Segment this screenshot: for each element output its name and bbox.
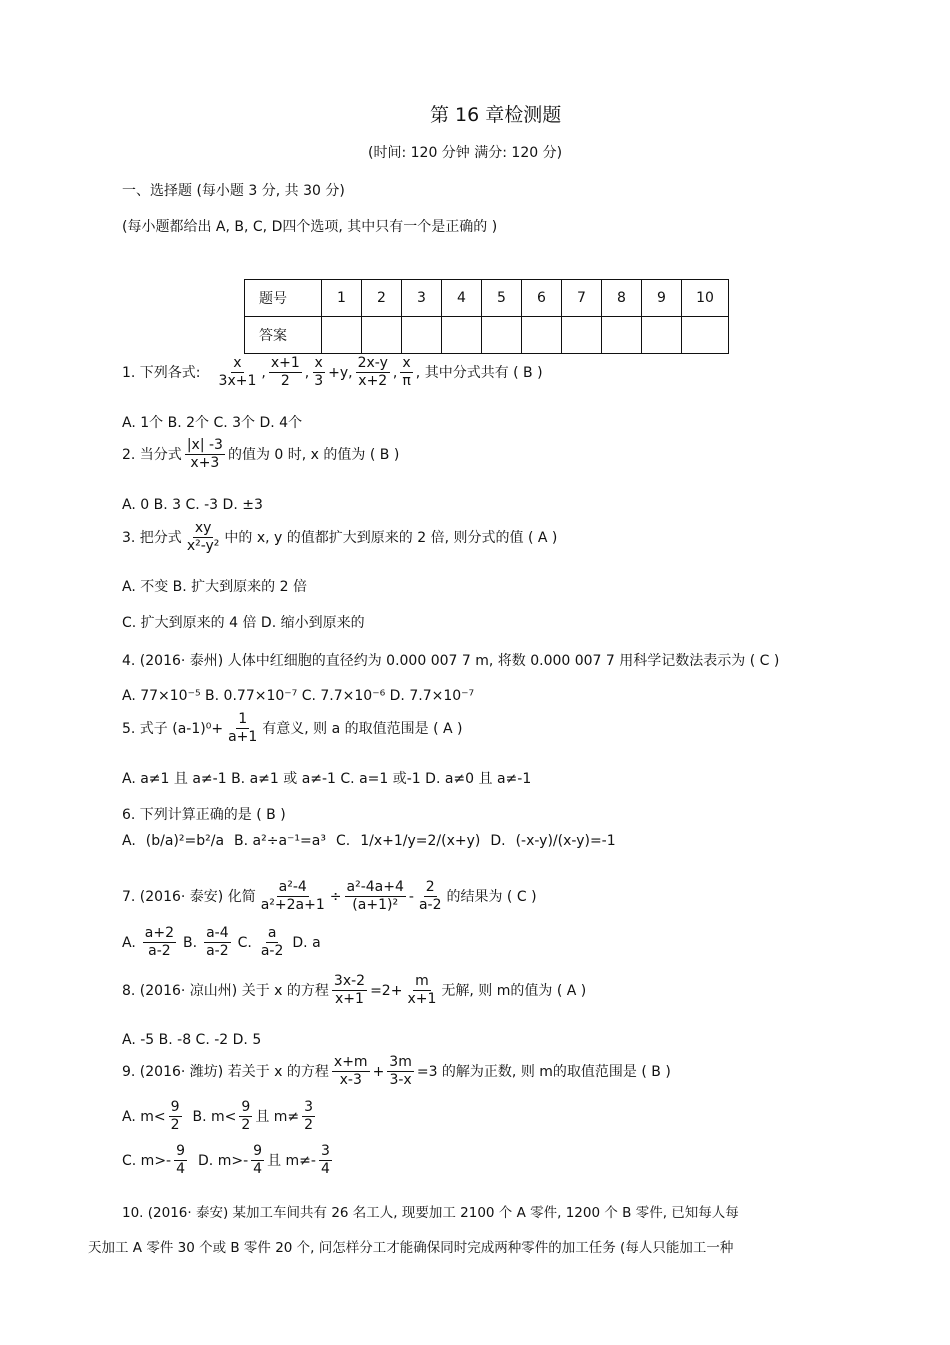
fraction (356, 356, 390, 390)
fraction (400, 356, 412, 390)
question-text: 2. 当分式 (122, 446, 182, 463)
table-header-cell: 答案 (245, 317, 322, 354)
denominator: a-2 (148, 943, 171, 960)
question-3-options-1: A. 不变 B. 扩大到原来的 2 倍 (122, 579, 307, 595)
option-text: C. m>- (122, 1152, 172, 1169)
question-3-options-2: C. 扩大到原来的 4 倍 D. 缩小到原来的 (122, 615, 365, 631)
table-cell: 6 (522, 280, 562, 317)
question-text: 5. 式子 (a-1)⁰+ (122, 720, 224, 737)
fraction (312, 356, 325, 390)
denominator: 2 (304, 1117, 314, 1134)
denominator: a-2 (206, 943, 229, 960)
answer-cell[interactable] (322, 317, 362, 354)
numerator: 2 (424, 880, 437, 897)
question-text: 有意义, 则 a 的取值范围是 ( A ) (262, 720, 463, 737)
denominator: 4 (176, 1161, 186, 1178)
fraction (417, 880, 444, 914)
fraction (259, 880, 327, 914)
question-6-options (122, 834, 616, 848)
numerator: 9 (169, 1100, 182, 1117)
fraction (169, 1100, 182, 1134)
question-8 (122, 974, 586, 1008)
question-6: 6. 下列计算正确的是 ( B ) (122, 807, 286, 823)
denominator: a+1 (228, 729, 258, 746)
question-text: , 其中分式共有 ( B ) (415, 364, 543, 381)
question-10-line-1: 10. (2016· 泰安) 某加工车间共有 26 名工人, 现要加工 2100 个 A 零件, 1200 个 B 零件, 已知每人每 (122, 1205, 739, 1221)
table-cell: 1 (322, 280, 362, 317)
fraction (226, 712, 259, 746)
fraction (239, 1100, 252, 1134)
question-8-options: A. -5 B. -8 C. -2 D. 5 (122, 1032, 262, 1048)
denominator: 3x+1 (218, 373, 257, 390)
numerator: 9 (174, 1144, 187, 1161)
answer-cell[interactable] (642, 317, 682, 354)
option-label: D. (490, 833, 506, 849)
question-4: 4. (2016· 泰州) 人体中红细胞的直径约为 0.000 007 7 m, 将数 0.000 007 7 用科学记数法表示为 ( C ) (122, 653, 780, 669)
question-text: =3 的解为正数, 则 m的取值范围是 ( B ) (416, 1063, 671, 1080)
section-heading: 一、选择题 (每小题 3 分, 共 30 分) (122, 183, 345, 199)
option-text: D. m>- (198, 1152, 249, 1169)
table-row (245, 280, 729, 317)
table-cell: 4 (442, 280, 482, 317)
table-cell: 10 (682, 280, 729, 317)
denominator: a-2 (418, 897, 442, 914)
table-cell: 3 (402, 280, 442, 317)
numerator: x (313, 356, 325, 373)
question-9-options-cd (122, 1144, 333, 1178)
question-5 (122, 712, 463, 746)
fraction (302, 1100, 315, 1134)
denominator: a²+2a+1 (260, 897, 325, 914)
answer-cell[interactable] (482, 317, 522, 354)
fraction (204, 926, 231, 960)
numerator: a-4 (204, 926, 231, 943)
question-7-options (122, 926, 321, 960)
denominator: x+3 (190, 455, 220, 472)
fraction (319, 1144, 332, 1178)
operator: ÷ (329, 888, 342, 905)
table-cell: 2 (362, 280, 402, 317)
numerator: 9 (239, 1100, 252, 1117)
numerator: a²-4 (277, 880, 309, 897)
numerator: 2x-y (356, 356, 390, 373)
denominator: 2 (170, 1117, 180, 1134)
denominator: 2 (241, 1117, 251, 1134)
numerator: x+m (332, 1055, 370, 1072)
question-7 (122, 880, 537, 914)
table-header-cell: 题号 (245, 280, 322, 317)
question-text: 3. 把分式 (122, 529, 182, 546)
question-2-options: A. 0 B. 3 C. -3 D. ±3 (122, 497, 263, 513)
denominator: x-3 (339, 1072, 362, 1089)
denominator: 3-x (389, 1072, 412, 1089)
question-text: 9. (2016· 潍坊) 若关于 x 的方程 (122, 1063, 329, 1080)
question-text: 的值为 0 时, x 的值为 ( B ) (227, 446, 400, 463)
option-text: B. m< (192, 1108, 237, 1125)
denominator: 2 (280, 373, 290, 390)
question-text: =2+ (370, 982, 403, 999)
denominator: x+2 (358, 373, 388, 390)
question-1-options: A. 1个 B. 2个 C. 3个 D. 4个 (122, 415, 303, 431)
option-text: B. a²÷a⁻¹=a³ (234, 833, 326, 849)
question-text: 1. 下列各式: (122, 364, 201, 381)
option-text: A. m< (122, 1108, 166, 1125)
numerator: x+1 (269, 356, 302, 373)
answer-cell[interactable] (602, 317, 642, 354)
instruction: (每小题都给出 A, B, C, D四个选项, 其中只有一个是正确的 ) (122, 219, 498, 235)
numerator: 3 (319, 1144, 332, 1161)
fraction (251, 1144, 264, 1178)
option-label: C. (335, 833, 351, 849)
question-text: +y, (328, 364, 353, 381)
table-cell: 8 (602, 280, 642, 317)
question-9-options-ab (122, 1100, 316, 1134)
question-1: 1. 下列各式: $\frac{x}{3x+1}$ , $\frac{x+1}{2}$ , $\frac{x}{3}$ +y, $\frac{2x-y}{x+2}$ , $\frac{x}{\pi}$ , 其中分式共有 ( B ) (122, 355, 543, 390)
option-text: 且 m≠ (255, 1108, 300, 1125)
answer-cell[interactable] (442, 317, 482, 354)
numerator: 1 (236, 712, 249, 729)
denominator: 4 (320, 1161, 330, 1178)
fraction (387, 1055, 414, 1089)
numerator: x (400, 356, 412, 373)
denominator: 3 (314, 373, 324, 390)
answer-table (244, 279, 729, 354)
question-text: 的结果为 ( C ) (446, 888, 537, 905)
math-expression: (b/a)²=b²/a (145, 833, 225, 849)
operator: - (408, 888, 414, 905)
numerator: x (231, 356, 243, 373)
option-label: A. (122, 934, 136, 951)
table-cell: 5 (482, 280, 522, 317)
subtitle: (时间: 120 分钟 满分: 120 分) (368, 145, 563, 161)
numerator: 9 (251, 1144, 264, 1161)
denominator: x+1 (407, 991, 437, 1008)
numerator: |x| -3 (185, 438, 225, 455)
question-text: 8. (2016· 凉山州) 关于 x 的方程 (122, 982, 329, 999)
question-10-line-2: 天加工 A 零件 30 个或 B 零件 20 个, 问怎样分工才能确保同时完成两种零件的加工任务 (每人只能加工一种 (88, 1240, 734, 1256)
fraction (143, 926, 176, 960)
option-label: D. a (292, 934, 321, 951)
question-text: 中的 x, y 的值都扩大到原来的 2 倍, 则分式的值 ( A ) (224, 529, 558, 546)
question-text: 7. (2016· 泰安) 化简 (122, 888, 256, 905)
fraction (185, 521, 222, 555)
answer-cell[interactable] (362, 317, 402, 354)
fraction (405, 974, 438, 1008)
math-expression: 1/x+1/y=2/(x+y) (360, 833, 481, 849)
fraction (217, 356, 259, 390)
option-label: A. (122, 833, 136, 849)
question-5-options: A. a≠1 且 a≠-1 B. a≠1 或 a≠-1 C. a=1 或-1 D. a≠0 且 a≠-1 (122, 771, 532, 787)
answer-cell[interactable] (402, 317, 442, 354)
question-3 (122, 521, 557, 555)
fraction (259, 926, 286, 960)
denominator: (a+1)² (352, 897, 399, 914)
denominator: x²-y² (186, 538, 220, 555)
question-2 (122, 438, 399, 472)
fraction (185, 438, 225, 472)
numerator: 3m (387, 1055, 414, 1072)
denominator: a-2 (260, 943, 284, 960)
answer-cell[interactable] (682, 317, 729, 354)
option-text: 且 m≠- (267, 1152, 316, 1169)
question-9 (122, 1055, 671, 1089)
table-row (245, 317, 729, 354)
option-label: B. (183, 934, 198, 951)
denominator: 4 (253, 1161, 263, 1178)
fraction (345, 880, 406, 914)
question-text: 无解, 则 m的值为 ( A ) (441, 982, 587, 999)
answer-cell[interactable] (562, 317, 602, 354)
math-expression: (-x-y)/(x-y)=-1 (515, 833, 616, 849)
option-label: C. (237, 934, 252, 951)
fraction (332, 974, 367, 1008)
numerator: a²-4a+4 (345, 880, 406, 897)
fraction (332, 1055, 370, 1089)
page-title: 第 16 章检测题 (430, 104, 562, 126)
operator: + (372, 1063, 385, 1080)
numerator: a (266, 926, 279, 943)
numerator: m (413, 974, 431, 991)
table-cell: 7 (562, 280, 602, 317)
numerator: 3x-2 (332, 974, 367, 991)
fraction (269, 356, 302, 390)
numerator: 3 (302, 1100, 315, 1117)
answer-cell[interactable] (522, 317, 562, 354)
denominator: x+1 (335, 991, 364, 1008)
denominator: π (402, 373, 411, 390)
fraction (174, 1144, 187, 1178)
table-cell: 9 (642, 280, 682, 317)
numerator: a+2 (143, 926, 176, 943)
question-4-options: A. 77×10⁻⁵ B. 0.77×10⁻⁷ C. 7.7×10⁻⁶ D. 7.7×10⁻⁷ (122, 688, 475, 704)
numerator: xy (193, 521, 214, 538)
